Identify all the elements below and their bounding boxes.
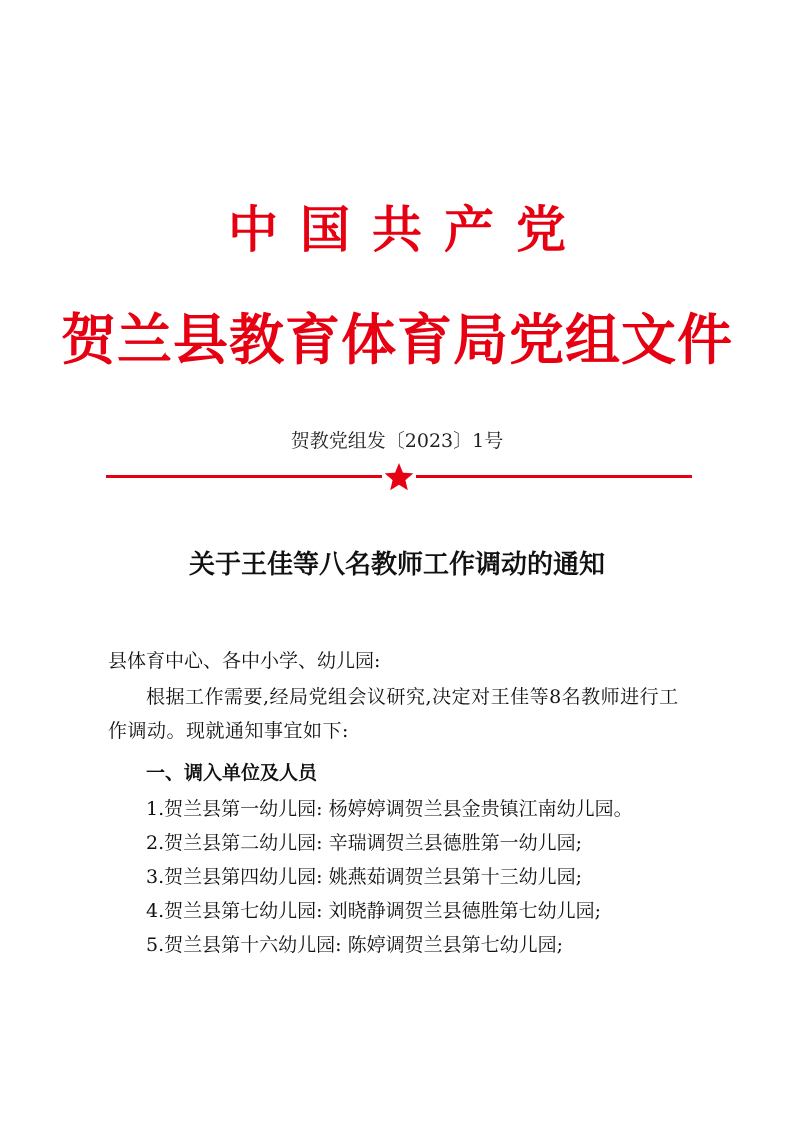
issuer-line-2: 贺兰县教育体育局党组文件	[60, 307, 733, 372]
divider-line-left	[106, 475, 382, 478]
star-icon	[385, 463, 414, 490]
document-number: 贺教党组发〔2023〕1号	[290, 430, 504, 452]
divider-line-right	[416, 475, 692, 478]
list-item: 5.贺兰县第十六幼儿园: 陈婷调贺兰县第七幼儿园;	[146, 934, 563, 956]
list-item: 3.贺兰县第四幼儿园: 姚燕茹调贺兰县第十三幼儿园;	[146, 866, 582, 888]
red-divider	[106, 462, 692, 492]
list-item: 2.贺兰县第二幼儿园: 辛瑞调贺兰县德胜第一幼儿园;	[146, 832, 582, 854]
list-item: 1.贺兰县第一幼儿园: 杨婷婷调贺兰县金贵镇江南幼儿园。	[146, 798, 633, 820]
addressee: 县体育中心、各中小学、幼儿园:	[108, 650, 381, 672]
section-heading: 一、调入单位及人员	[146, 762, 318, 784]
list-item: 4.贺兰县第七幼儿园: 刘晓静调贺兰县德胜第七幼儿园;	[146, 900, 601, 922]
intro-paragraph: 根据工作需要,经局党组会议研究,决定对王佳等8名教师进行工作调动。现就通知事宜如下:	[108, 686, 679, 742]
notice-title: 关于王佳等八名教师工作调动的通知	[188, 550, 605, 580]
issuer-line-1: 中国共产党	[228, 200, 588, 259]
transfer-list	[146, 792, 706, 962]
